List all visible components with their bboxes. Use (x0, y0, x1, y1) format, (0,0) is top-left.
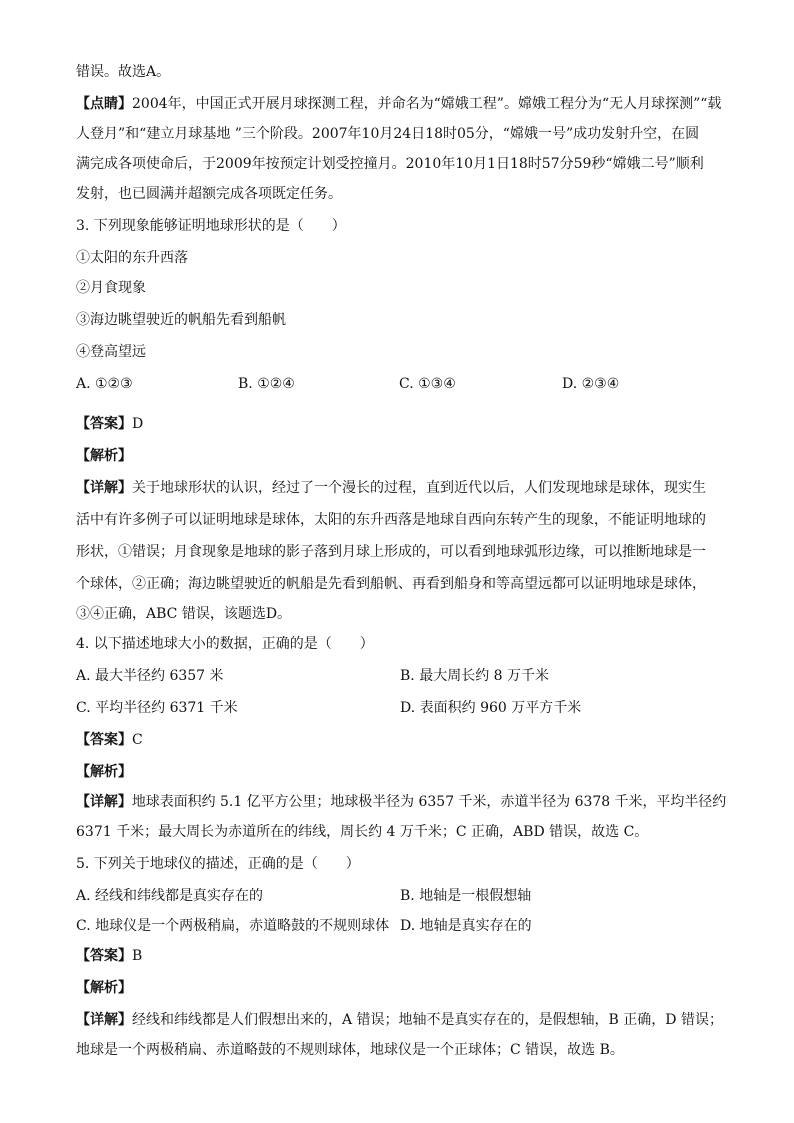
q5-stem: 5. 下列关于地球仪的描述，正确的是（ ） (76, 856, 360, 872)
detail-text: 关于地球形状的认识，经过了一个漫长的过程，直到近代以后，人们发现地球是球体，现实生 (132, 480, 706, 496)
q5-analysis-tag: 【解析】 (76, 980, 132, 996)
q3-item-1: ①太阳的东升西落 (76, 250, 188, 266)
q4-option-a: A. 最大半径约 6357 米 (76, 668, 224, 684)
answer-value: D (132, 416, 144, 432)
q2-comment-line-4: 发射，也已圆满并超额完成各项既定任务。 (76, 186, 342, 202)
answer-value: C (132, 732, 143, 748)
q5-option-d: D. 地轴是真实存在的 (400, 918, 532, 934)
q3-detail-line-4: 个球体，②正确；海边眺望驶近的帆船是先看到船帆、再看到船身和等高望远都可以证明地球是球体， (76, 576, 706, 592)
q5-detail-line-1 (76, 1010, 723, 1030)
q3-item-4: ④登高望远 (76, 344, 146, 360)
answer-value: B (132, 948, 143, 964)
comment-tag: 【点睛】 (76, 96, 132, 112)
q3-detail-line-2: 活中有许多例子可以证明地球是球体，太阳的东升西落是地球自西向东转产生的现象，不能证明地球的 (76, 512, 706, 528)
q3-detail-line-5: ③④正确，ABC 错误，该题选D。 (76, 606, 292, 622)
q5-option-a: A. 经线和纬线都是真实存在的 (76, 888, 264, 904)
q2-comment-line-2: 人登月”和“建立月球基地 ”三个阶段。2007年10月24日18时05分，“嫦娥一号”成功发射升空，在圆 (76, 126, 700, 142)
q4-answer (76, 730, 143, 750)
q3-answer (76, 414, 143, 434)
q4-stem: 4. 以下描述地球大小的数据，正确的是（ ） (76, 636, 374, 652)
detail-tag: 【详解】 (76, 480, 132, 496)
q4-detail-line-1 (76, 792, 726, 812)
q3-stem: 3. 下列现象能够证明地球形状的是（ ） (76, 218, 346, 234)
q4-option-d: D. 表面积约 960 万平方千米 (400, 700, 582, 716)
q3-item-2: ②月食现象 (76, 280, 146, 296)
detail-tag: 【详解】 (76, 794, 132, 810)
q2-comment-line-1 (76, 94, 721, 114)
q3-detail-line-1 (76, 478, 706, 498)
q3-item-3: ③海边眺望驶近的帆船先看到船帆 (76, 312, 286, 328)
q5-answer (76, 946, 142, 966)
q3-option-c: C. ①③④ (399, 376, 456, 392)
q3-detail-line-3: 形状，①错误；月食现象是地球的影子落到月球上形成的，可以看到地球弧形边缘，可以推断地球是一 (76, 544, 706, 560)
q5-option-c: C. 地球仪是一个两极稍扁，赤道略鼓的不规则球体 (76, 918, 390, 934)
q4-option-c: C. 平均半径约 6371 千米 (76, 700, 238, 716)
detail-text: 经线和纬线都是人们假想出来的，A 错误；地轴不是真实存在的，是假想轴，B 正确，D 错误； (132, 1012, 723, 1028)
comment-text: 2004年，中国正式开展月球探测工程，并命名为“嫦娥工程”。嫦娥工程分为“无人月球探测”“载 (132, 96, 722, 112)
answer-tag: 【答案】 (76, 416, 132, 432)
q5-detail-line-2: 地球是一个两极稍扁、赤道略鼓的不规则球体，地球仪是一个正球体；C 错误，故选 B。 (76, 1042, 624, 1058)
answer-tag: 【答案】 (76, 732, 132, 748)
detail-text: 地球表面积约 5.1 亿平方公里；地球极半径为 6357 千米，赤道半径为 6378 千米，平均半径约 (131, 794, 727, 810)
answer-tag: 【答案】 (76, 948, 132, 964)
q3-analysis-tag: 【解析】 (76, 448, 132, 464)
q4-option-b: B. 最大周长约 8 万千米 (400, 668, 549, 684)
previous-answer-tail: 错误。故选A。 (76, 64, 171, 80)
q5-option-b: B. 地轴是一根假想轴 (400, 888, 532, 904)
q2-comment-line-3: 满完成各项使命后，于2009年按预定计划受控撞月。2010年10月1日18时57分59秒“嫦娥二号”顺利 (76, 156, 704, 172)
q3-option-b: B. ①②④ (238, 376, 295, 392)
q3-option-a: A. ①②③ (76, 376, 133, 392)
q4-detail-line-2: 6371 千米；最大周长为赤道所在的纬线，周长约 4 万千米；C 正确，ABD 错误，故选 C。 (76, 824, 649, 840)
q4-analysis-tag: 【解析】 (76, 764, 132, 780)
detail-tag: 【详解】 (76, 1012, 132, 1028)
q3-option-d: D. ②③④ (562, 376, 620, 392)
